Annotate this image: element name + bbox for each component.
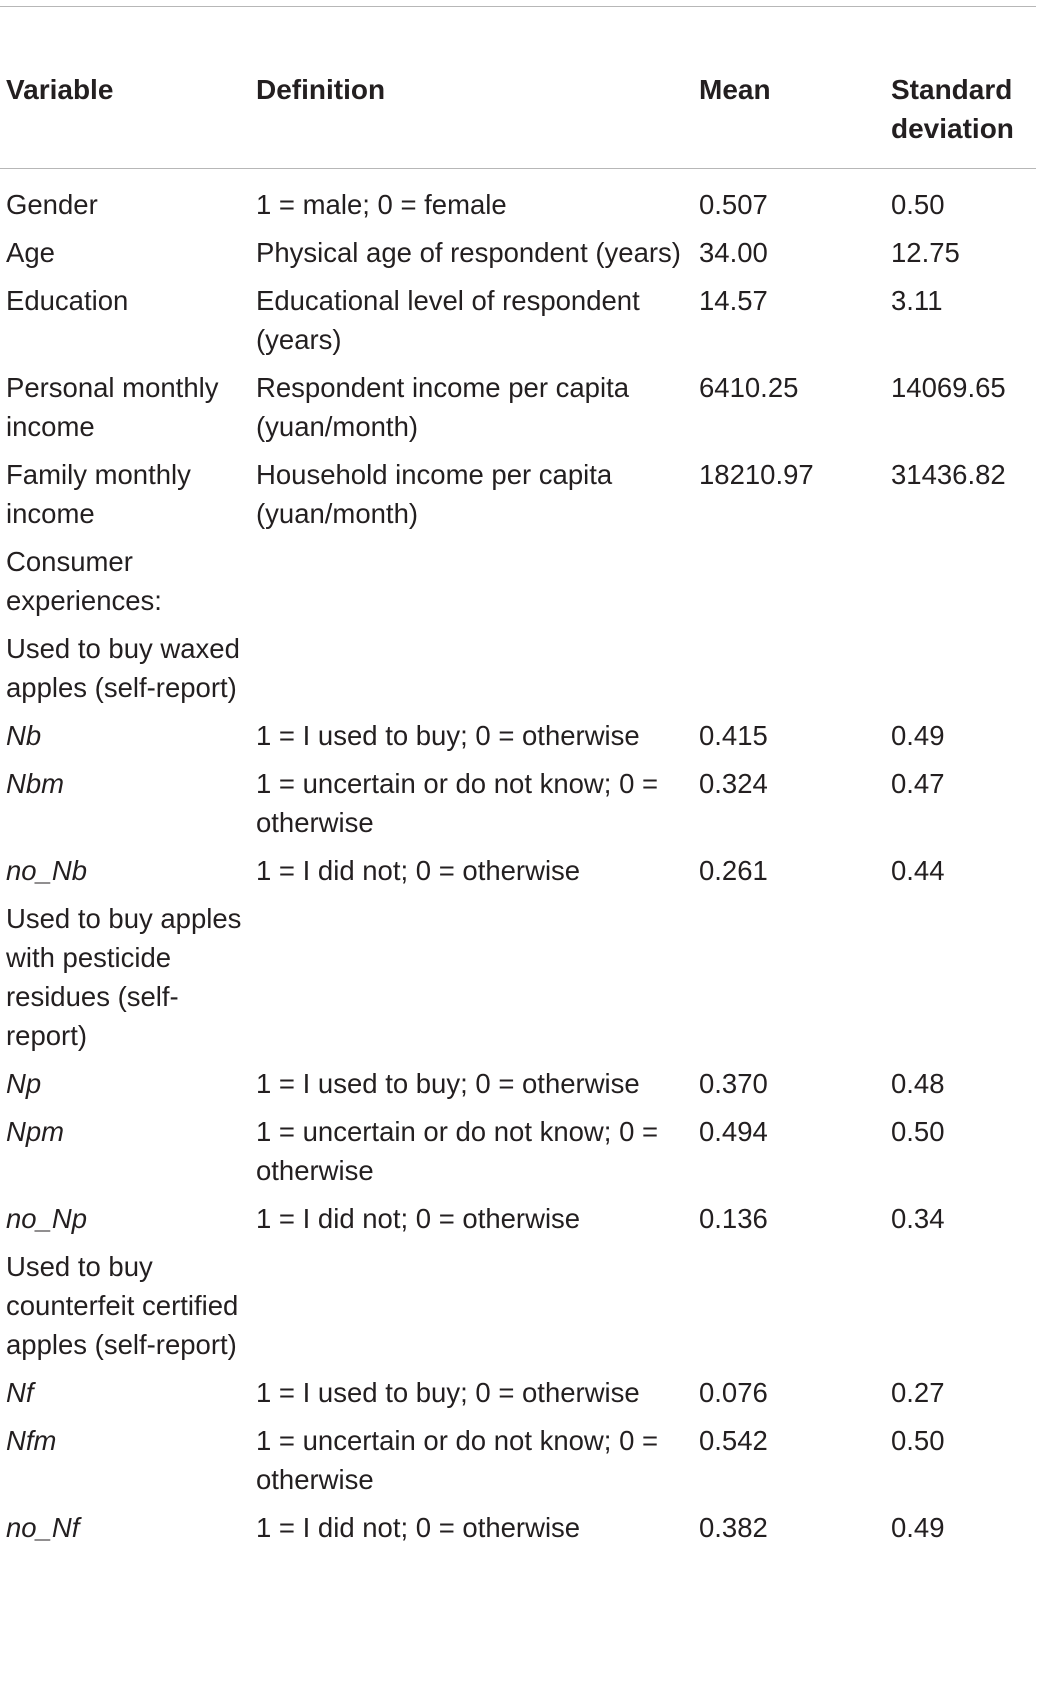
cell-definition [250,899,693,1064]
table-row [0,629,1036,716]
cell-standard-deviation: 3.11 [891,285,943,316]
cell-definition: Respondent income per capita (yuan/month) [256,372,630,442]
cell-variable: Consumer experiences: [6,546,162,616]
cell-mean: 0.415 [699,720,768,751]
cell-variable: Gender [6,189,98,220]
table-row [0,1112,1036,1199]
cell-standard-deviation: 0.50 [891,189,945,220]
top-rule [0,6,1036,7]
cell-mean [693,899,885,1064]
cell-mean: 0.324 [699,768,768,799]
cell-standard-deviation: 0.27 [891,1377,945,1408]
cell-variable: Np [6,1068,42,1099]
cell-definition: 1 = I did not; 0 = otherwise [256,1203,581,1234]
cell-mean: 18210.97 [699,459,814,490]
cell-mean [693,1247,885,1373]
cell-variable: Used to buy counterfeit certified apples (self-report) [6,1251,239,1360]
cell-standard-deviation: 14069.65 [891,372,1006,403]
cell-definition: 1 = I did not; 0 = otherwise [256,855,581,886]
header-row [0,66,1036,169]
table-row [0,542,1036,629]
cell-definition: 1 = I used to buy; 0 = otherwise [256,1068,640,1099]
table-row [0,1508,1036,1556]
cell-standard-deviation: 31436.82 [891,459,1006,490]
cell-standard-deviation: 0.34 [891,1203,945,1234]
header-mean: Mean [693,66,885,169]
cell-variable: no_Nb [6,855,88,886]
cell-mean [693,542,885,629]
cell-definition [250,542,693,629]
table-row [0,1373,1036,1421]
cell-standard-deviation [885,629,1036,716]
table-row [0,281,1036,368]
cell-definition: 1 = uncertain or do not know; 0 = otherwise [256,1116,659,1186]
cell-variable: Family monthly income [6,459,191,529]
cell-variable: Nfm [6,1425,57,1456]
table-row [0,368,1036,455]
cell-variable: Nb [6,720,42,751]
cell-mean: 0.542 [699,1425,768,1456]
cell-variable: Nf [6,1377,34,1408]
cell-standard-deviation: 0.49 [891,720,945,751]
cell-mean: 34.00 [699,237,768,268]
cell-standard-deviation: 0.49 [891,1512,945,1543]
cell-definition: 1 = male; 0 = female [256,189,507,220]
table-row [0,899,1036,1064]
header-standard-deviation: Standard deviation [885,66,1036,169]
cell-standard-deviation: 0.48 [891,1068,945,1099]
table-row [0,1421,1036,1508]
cell-mean: 0.076 [699,1377,768,1408]
cell-variable: no_Nf [6,1512,80,1543]
cell-mean: 0.507 [699,189,768,220]
table-row [0,851,1036,899]
cell-standard-deviation: 12.75 [891,237,960,268]
cell-variable: Used to buy apples with pesticide residues (self-report) [6,903,242,1051]
cell-definition: 1 = uncertain or do not know; 0 = otherwise [256,1425,659,1495]
table-body [0,169,1036,1557]
cell-mean: 0.370 [699,1068,768,1099]
cell-standard-deviation: 0.47 [891,768,945,799]
cell-mean: 0.261 [699,855,768,886]
cell-variable: Personal monthly income [6,372,219,442]
cell-definition: Household income per capita (yuan/month) [256,459,613,529]
cell-standard-deviation: 0.44 [891,855,945,886]
cell-mean [693,629,885,716]
cell-mean: 6410.25 [699,372,799,403]
table-row [0,1064,1036,1112]
header-definition: Definition [250,66,693,169]
cell-definition: Physical age of respondent (years) [256,237,681,268]
cell-definition [250,629,693,716]
table-row [0,169,1036,234]
table-row [0,455,1036,542]
cell-mean: 0.382 [699,1512,768,1543]
cell-standard-deviation [885,1247,1036,1373]
table-row [0,716,1036,764]
cell-mean: 14.57 [699,285,768,316]
cell-standard-deviation [885,899,1036,1064]
table-row [0,233,1036,281]
cell-variable: no_Np [6,1203,88,1234]
cell-mean: 0.136 [699,1203,768,1234]
header-variable: Variable [0,66,250,169]
cell-variable: Education [6,285,129,316]
cell-definition: 1 = I did not; 0 = otherwise [256,1512,581,1543]
table-header [0,66,1036,169]
cell-variable: Npm [6,1116,65,1147]
cell-standard-deviation: 0.50 [891,1425,945,1456]
cell-variable: Age [6,237,55,268]
table-row [0,1199,1036,1247]
cell-standard-deviation: 0.50 [891,1116,945,1147]
table-row [0,1247,1036,1373]
table-row [0,764,1036,851]
cell-definition [250,1247,693,1373]
cell-standard-deviation [885,542,1036,629]
cell-variable: Used to buy waxed apples (self-report) [6,633,240,703]
summary-statistics-table [0,66,1036,1556]
cell-definition: 1 = I used to buy; 0 = otherwise [256,1377,640,1408]
cell-definition: 1 = uncertain or do not know; 0 = otherwise [256,768,659,838]
cell-mean: 0.494 [699,1116,768,1147]
cell-definition: Educational level of respondent (years) [256,285,640,355]
cell-definition: 1 = I used to buy; 0 = otherwise [256,720,640,751]
cell-variable: Nbm [6,768,65,799]
